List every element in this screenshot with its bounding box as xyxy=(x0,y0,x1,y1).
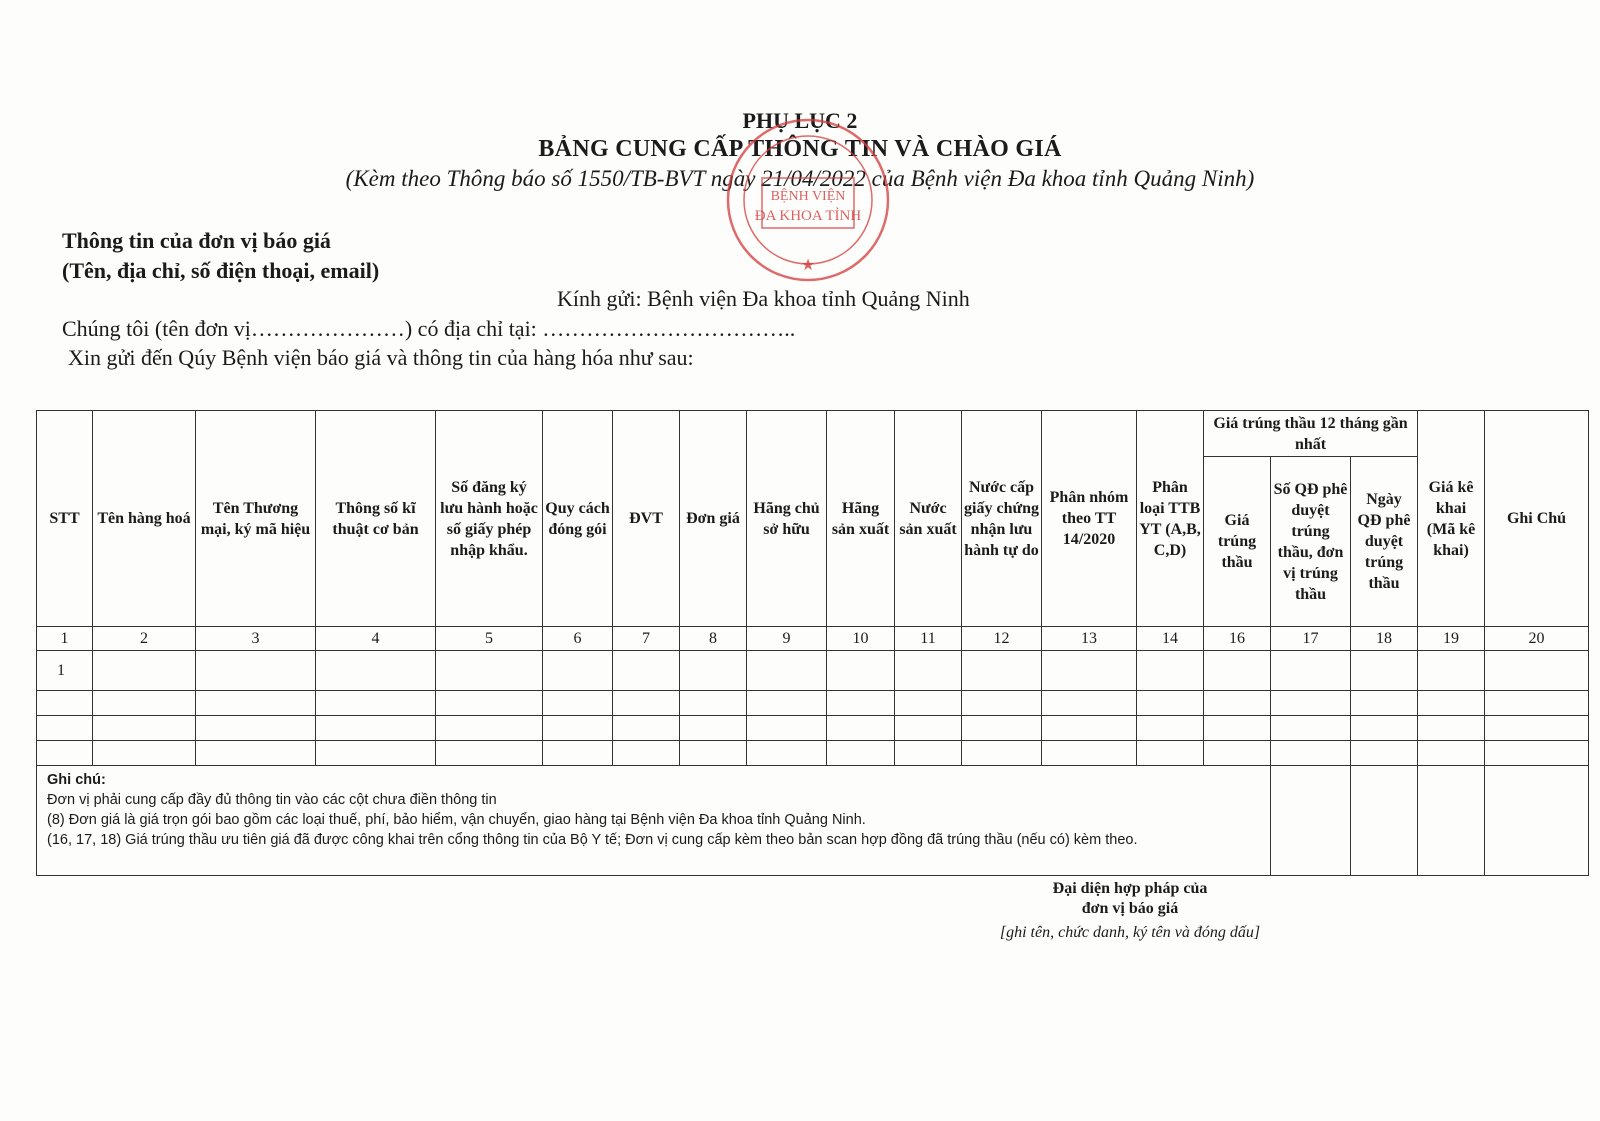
table-row xyxy=(37,741,1589,766)
column-number: 16 xyxy=(1204,627,1271,651)
col-header-thong-so: Thông số kĩ thuật cơ bản xyxy=(316,411,436,627)
intro-line-request: Xin gửi đến Qúy Bệnh viện báo giá và thông tin của hàng hóa như sau: xyxy=(68,345,694,370)
document-title: BẢNG CUNG CẤP THÔNG TIN VÀ CHÀO GIÁ xyxy=(538,136,1062,162)
quotation-table xyxy=(36,410,1589,876)
col-header-so-dang-ky: Số đăng ký lưu hành hoặc số giấy phép nhập khẩu. xyxy=(436,411,543,627)
hospital-stamp-seal xyxy=(720,108,900,288)
document-subtitle: (Kèm theo Thông báo số 1550/TB-BVT ngày 21/04/2022 của Bệnh viện Đa khoa tỉnh Quảng Ninh) xyxy=(345,166,1255,191)
col-header-don-gia: Đơn giá xyxy=(680,411,747,627)
column-number: 13 xyxy=(1042,627,1137,651)
column-number: 20 xyxy=(1485,627,1589,651)
intro-line-company: Chúng tôi (tên đơn vị…………………) có địa chỉ tại: …………………………….. xyxy=(62,316,796,341)
row-stt: 1 xyxy=(37,651,93,691)
appendix-title: PHỤ LỤC 2 xyxy=(742,108,858,133)
column-number: 8 xyxy=(680,627,747,651)
column-number: 4 xyxy=(316,627,436,651)
column-number: 17 xyxy=(1271,627,1351,651)
addressee: Kính gửi: Bệnh viện Đa khoa tỉnh Quảng Ninh xyxy=(557,286,970,311)
column-number: 12 xyxy=(962,627,1042,651)
column-number: 2 xyxy=(93,627,196,651)
column-number: 11 xyxy=(895,627,962,651)
col-header-hang-chu-so-huu: Hãng chủ sở hữu xyxy=(747,411,827,627)
signature-line-2: đơn vị báo giá xyxy=(1081,900,1179,917)
column-number: 1 xyxy=(37,627,93,651)
col-header-ten-thuong-mai: Tên Thương mại, ký mã hiệu xyxy=(196,411,316,627)
column-number: 10 xyxy=(827,627,895,651)
col-header-ngay-qd: Ngày QĐ phê duyệt trúng thầu xyxy=(1351,457,1418,627)
svg-text:★: ★ xyxy=(800,257,816,274)
notes-block xyxy=(37,766,1271,876)
stamp-text-mid: ĐA KHOA TỈNH xyxy=(754,208,862,224)
col-header-phan-loai: Phân loại TTB YT (A,B, C,D) xyxy=(1137,411,1204,627)
signature-instruction: [ghi tên, chức danh, ký tên và đóng dấu] xyxy=(999,924,1261,941)
supplier-info-subheading: (Tên, địa chỉ, số điện thoại, email) xyxy=(62,258,380,283)
col-header-gia-trung-thau-group: Giá trúng thầu 12 tháng gần nhất xyxy=(1204,411,1418,457)
col-header-quy-cach: Quy cách đóng gói xyxy=(543,411,613,627)
col-header-gia-ke-khai: Giá kê khai (Mã kê khai) xyxy=(1418,411,1485,627)
col-header-nuoc-cap-giay: Nước cấp giấy chứng nhận lưu hành tự do xyxy=(962,411,1042,627)
table-row xyxy=(37,691,1589,716)
column-number-row xyxy=(37,627,1589,651)
col-header-nuoc-san-xuat: Nước sản xuất xyxy=(895,411,962,627)
col-header-hang-san-xuat: Hãng sản xuất xyxy=(827,411,895,627)
table-row xyxy=(37,651,1589,691)
column-number: 9 xyxy=(747,627,827,651)
notes-title: Ghi chú: xyxy=(47,772,106,788)
col-header-stt: STT xyxy=(37,411,93,627)
table-row xyxy=(37,716,1589,741)
column-number: 7 xyxy=(613,627,680,651)
column-number: 14 xyxy=(1137,627,1204,651)
col-header-so-qd: Số QĐ phê duyệt trúng thầu, đơn vị trúng thầu xyxy=(1271,457,1351,627)
col-header-ghi-chu: Ghi Chú xyxy=(1485,411,1589,627)
column-number: 5 xyxy=(436,627,543,651)
col-header-ten-hang: Tên hàng hoá xyxy=(93,411,196,627)
column-number: 6 xyxy=(543,627,613,651)
col-header-dvt: ĐVT xyxy=(613,411,680,627)
note-line: Đơn vị phải cung cấp đầy đủ thông tin vào các cột chưa điền thông tin xyxy=(47,792,497,808)
column-number: 3 xyxy=(196,627,316,651)
note-line: (16, 17, 18) Giá trúng thầu ưu tiên giá đã được công khai trên cổng thông tin của Bộ Y tế; Đơn vị cung cấp kèm theo bản scan hợp đồng đã trúng thầu (nếu có) kèm theo. xyxy=(47,832,1138,848)
column-number: 18 xyxy=(1351,627,1418,651)
col-header-phan-nhom: Phân nhóm theo TT 14/2020 xyxy=(1042,411,1137,627)
stamp-text-top: BỆNH VIỆN xyxy=(770,189,846,204)
note-line: (8) Đơn giá là giá trọn gói bao gồm các loại thuế, phí, bảo hiểm, vận chuyển, giao hàng tại Bệnh viện Đa khoa tỉnh Quảng Ninh. xyxy=(47,812,866,828)
signature-line-1: Đại diện hợp pháp của xyxy=(1052,880,1208,897)
column-number: 19 xyxy=(1418,627,1485,651)
col-header-gia-trung-thau: Giá trúng thầu xyxy=(1204,457,1271,627)
supplier-info-heading: Thông tin của đơn vị báo giá xyxy=(62,228,331,253)
